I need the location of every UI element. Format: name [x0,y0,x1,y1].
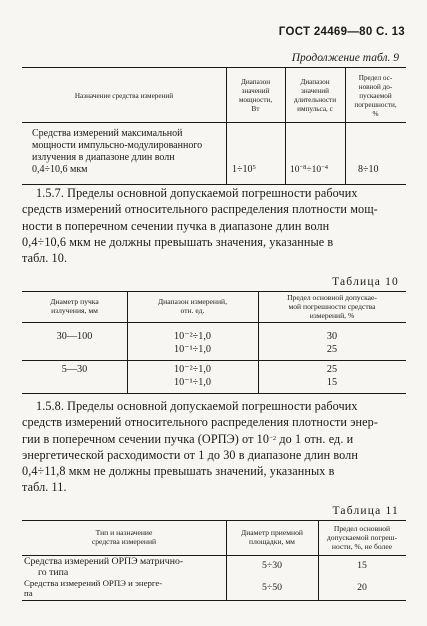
table10-top-rule [22,291,406,292]
paragraph-1-5-7: 1.5.7. Пределы основной допускаемой погрешности рабочих средств измерений относительного распределения плотности мощ- ности в поперечном сечении пучка в диапазоне длин волн 0,4÷10,6 мкм не должны превышать значения, указанные в табл. 10. [22,186,378,266]
table11-row-area: 5÷50 [261,582,283,593]
table10-header-error: Предел основной допускае- мой погрешности средства измерений, % [287,293,377,321]
table10-row-range: 10⁻²÷1,0 10⁻¹÷1,0 [174,331,211,355]
table11-row-type-continued: па [24,589,33,598]
table11-row-error: 15 [357,560,367,571]
table10-row-range: 10⁻²÷1,0 10⁻¹÷1,0 [174,364,211,388]
table9-row-power: $1\div 10^5$ [232,164,256,175]
table11-row-area: 5÷30 [261,560,283,571]
table11-caption: Таблица 11 [332,505,399,517]
table9-row-error: 8÷10 [358,164,379,175]
table10-header-rule [22,322,406,323]
table10-row-error: 25 15 [326,364,338,388]
table11-header-type: Тип и назначение средства измерений [91,528,157,547]
table11-header-area: Диаметр приемной площадки, мм [241,528,303,547]
table9-row-duration: $10^{-8}\div 10^{-4}$ [290,164,329,175]
table9-header-duration: Диапазон значений длительности импульса, с [293,78,337,113]
table9-header-rule [22,122,406,123]
table11-header-error: Предел основной допускаемой погреш- ности, %, не более [326,524,398,552]
table10-row-rule [22,360,406,361]
table11-row-error: 20 [357,582,367,593]
table10-header-diameter: Диаметр пучка излучения, мм [50,297,99,316]
paragraph-1-5-8: 1.5.8. Пределы основной допускаемой погрешности рабочих средств измерений относительного распределения плотности энер- гии в поперечном сечении пучка (ОРПЭ) от $10^{-2}$ до 1 отн. ед. и энергетической расходимости от 1 до 30 в диапазоне длин волн 0,4÷11,8 мкм не должны превышать значений, указанных в табл. 11. [22,399,379,495]
page-header: ГОСТ 24469—80 С. 13 [278,26,405,38]
table9-header-name: Назначение средства измерений [74,92,174,100]
table11-bottom-rule [22,600,406,601]
table11-top-rule [22,520,406,521]
table10-row-error: 30 25 [326,331,338,355]
table10-header-range: Диапазон измерений, отн. ед. [157,297,228,316]
table9-row-name: Средства измерений максимальной мощности импульсно-модулированного излучения в диапазоне длин волн 0,4÷10,6 мкм [32,128,203,175]
table10-caption: Таблица 10 [332,276,399,288]
table10-row-diameter: 30—100 [56,331,93,342]
table9-continuation-caption: Продолжение табл. 9 [291,52,399,64]
table11-rows-type: Средства измерений ОРПЭ матрично- го типа [24,556,184,578]
table9-header-error: Предел ос- новной до- пускаемой погрешности, % [354,74,397,118]
table9-top-rule [22,67,406,68]
table10-bottom-rule [22,393,406,394]
table9-header-power: Диапазон значений мощности, Вт [238,78,273,113]
table10-row-diameter: 5—30 [61,364,88,375]
table11-row-type: Средства измерений ОРПЭ и энерге- [24,578,163,588]
